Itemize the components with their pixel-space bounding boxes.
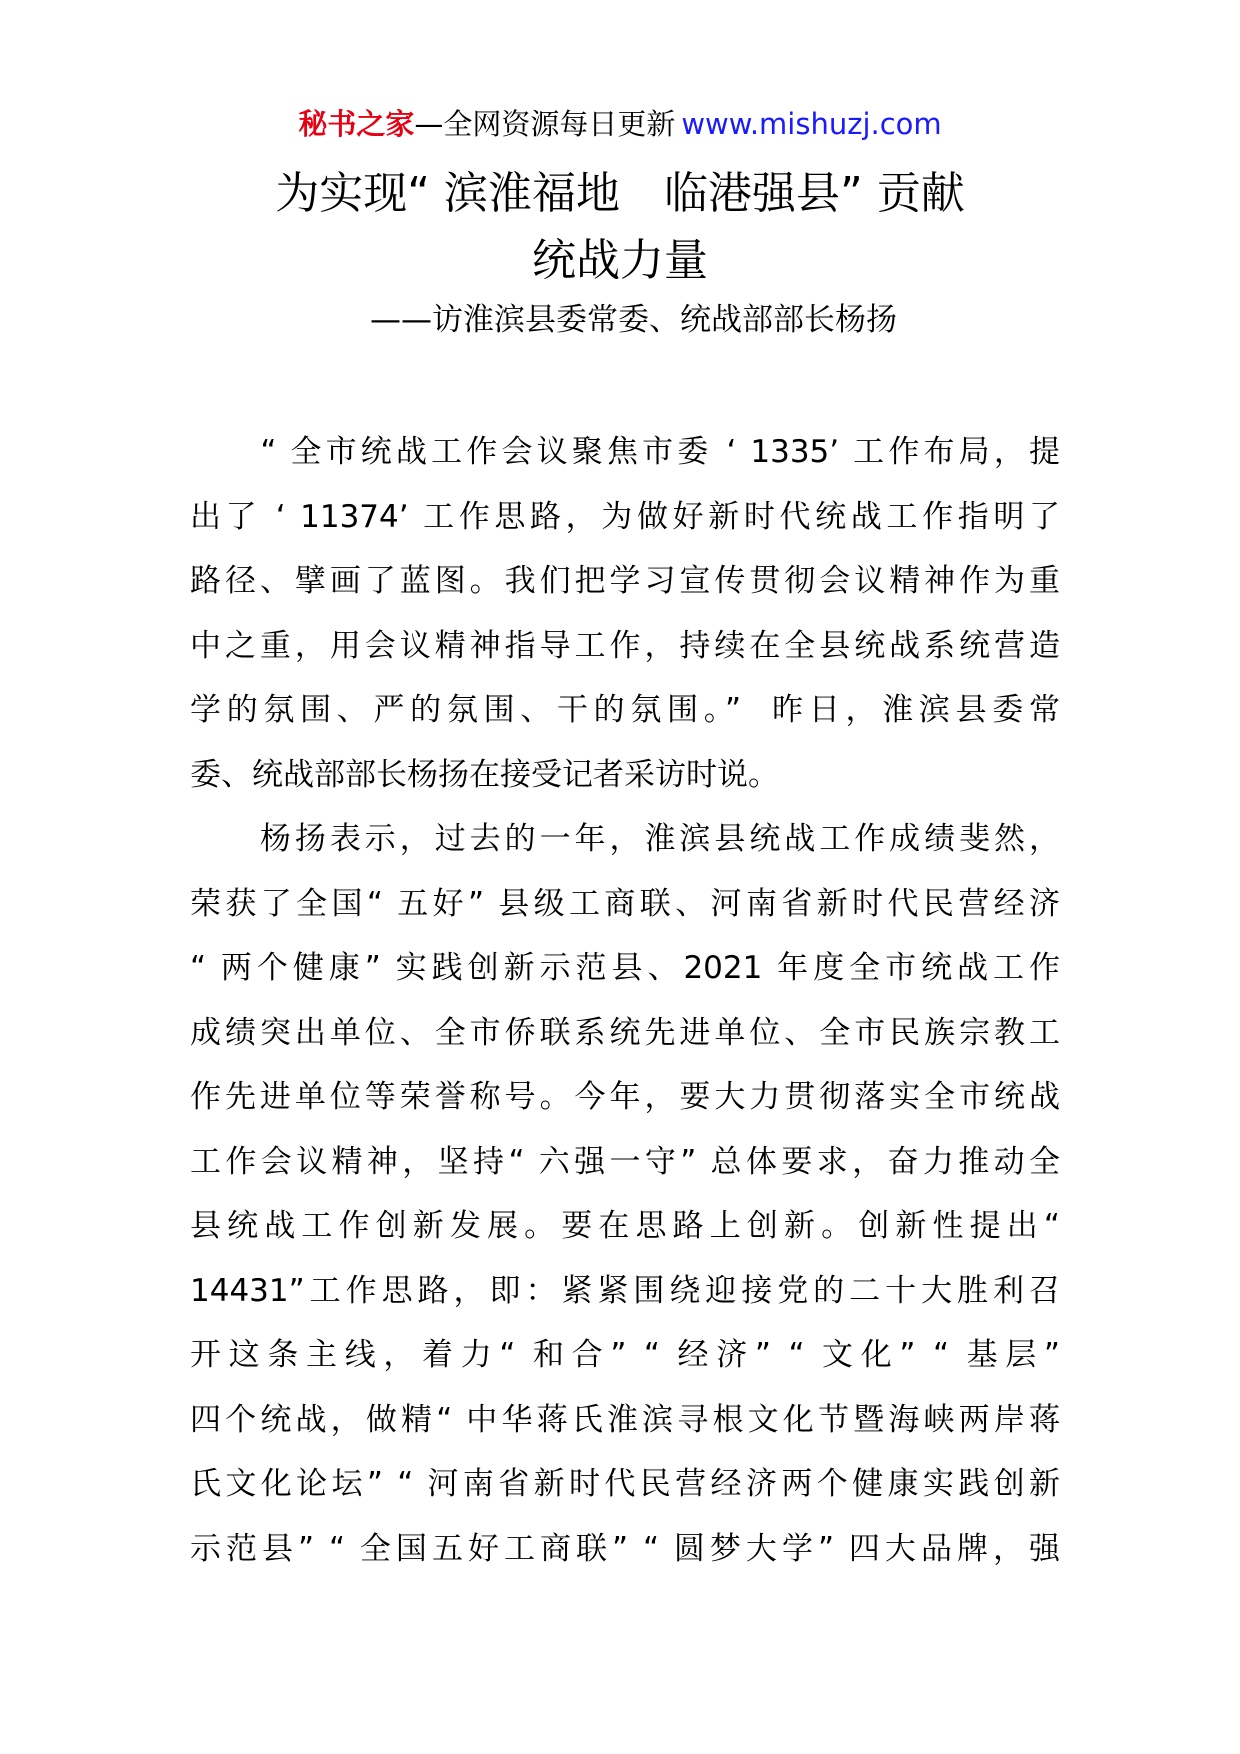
site-brand: 秘书之家 xyxy=(298,107,415,141)
site-url-link[interactable]: www.mishuzj.com xyxy=(681,107,942,141)
text-line: 作先进单位等荣誉称号。今年，要大力贯彻落实全市统战 xyxy=(190,1079,1060,1115)
paragraph-1 xyxy=(190,420,1060,807)
site-tagline: —全网资源每日更新 xyxy=(414,107,676,141)
text-line: 示范县” “ 全国五好工商联” “ 圆梦大学” 四大品牌，强 xyxy=(190,1530,1060,1567)
text-line: 荣获了全国“ 五好” 县级工商联、河南省新时代民营经济 xyxy=(190,885,1060,922)
text-line: 路径、擘画了蓝图。我们把学习宣传贯彻会议精神作为重 xyxy=(190,563,1060,599)
text-line: 中之重，用会议精神指导工作，持续在全县统战系统营造 xyxy=(190,627,1060,664)
text-line: 杨扬表示，过去的一年，淮滨县统战工作成绩斐然， xyxy=(190,821,1060,857)
article-subtitle: ——访淮滨县委常委、统战部部长杨扬 xyxy=(370,302,897,338)
text-line: 出了 ‘ 11374’ 工作思路，为做好新时代统战工作指明了 xyxy=(190,498,1060,535)
text-line: 县统战工作创新发展。要在思路上创新。创新性提出“ xyxy=(190,1208,1060,1244)
text-line: “ 两个健康” 实践创新示范县、2021 年度全市统战工作 xyxy=(190,950,1060,986)
text-line: 工作会议精神，坚持“ 六强一守” 总体要求，奋力推动全 xyxy=(190,1143,1060,1180)
text-line: 氏文化论坛” “ 河南省新时代民营经济两个健康实践创新 xyxy=(190,1466,1060,1502)
text-line: 成绩突出单位、全市侨联系统先进单位、全市民族宗教工 xyxy=(190,1014,1060,1051)
article-title-line-1: 为实现“ 滨淮福地 临港强县” 贡献 xyxy=(275,168,965,219)
text-line: 14431”工作思路，即：紧紧围绕迎接党的二十大胜利召 xyxy=(190,1272,1060,1309)
article-title-line-2: 统战力量 xyxy=(532,235,708,286)
text-line: 开这条主线，着力“ 和合” “ 经济” “ 文化” “ 基层” xyxy=(190,1337,1060,1373)
article-body xyxy=(190,420,1060,1581)
site-header xyxy=(0,104,1240,144)
paragraph-2 xyxy=(190,807,1060,1581)
text-line: 委、统战部部长杨扬在接受记者采访时说。 xyxy=(190,756,779,793)
text-line: 学的氛围、严的氛围、干的氛围。” 昨日，淮滨县委常 xyxy=(190,692,1060,728)
text-line: 四个统战，做精“ 中华蒋氏淮滨寻根文化节暨海峡两岸蒋 xyxy=(190,1401,1060,1438)
text-line: “ 全市统战工作会议聚焦市委 ‘ 1335’ 工作布局，提 xyxy=(190,434,1060,470)
